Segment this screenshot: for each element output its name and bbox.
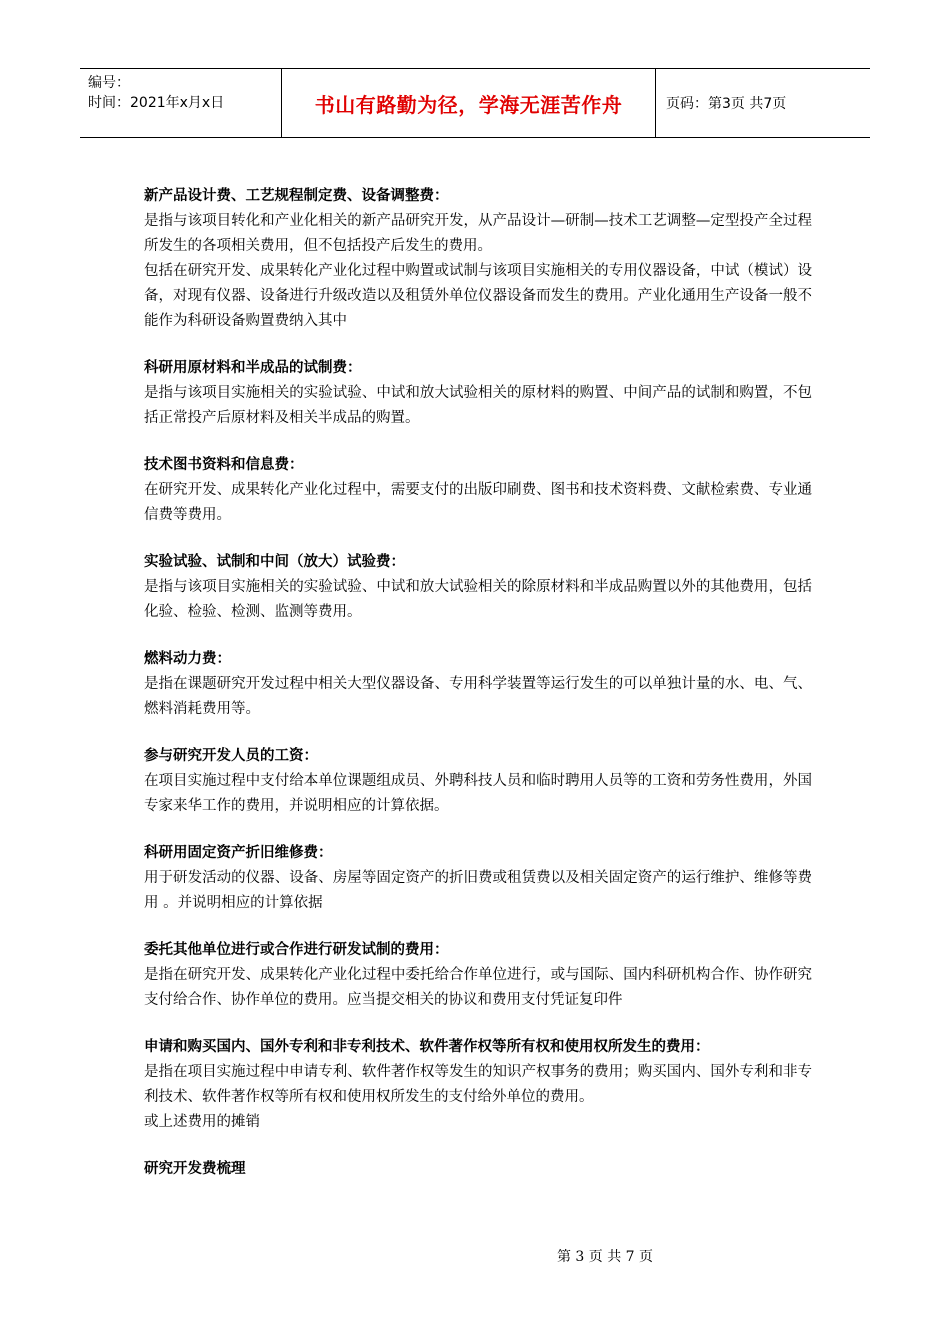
section-title: 参与研究开发人员的工资： [144,748,318,764]
document-number-label: 编号： [88,75,130,91]
section-fuel-power [144,647,812,722]
section-personnel-wages [144,744,812,819]
section-raw-materials [144,356,812,431]
section-title: 技术图书资料和信息费： [144,457,304,473]
section-paragraph: 在研究开发、成果转化产业化过程中，需要支付的出版印刷费、图书和技术资料费、文献检索费、专业通信费等费用。 [144,482,812,523]
section-rd-summary [144,1157,812,1182]
section-depreciation [144,841,812,916]
section-paragraph: 是指在研究开发、成果转化产业化过程中委托给合作单位进行，或与国际、国内科研机构合作、协作研究支付给合作、协作单位的费用。应当提交相关的协议和费用支付凭证复印件 [144,967,812,1008]
section-paragraph: 或上述费用的摊销 [144,1114,260,1130]
section-outsourced-research [144,938,812,1013]
page-footer: 第 3 页 共 7 页 [556,1249,654,1265]
section-paragraph: 在项目实施过程中支付给本单位课题组成员、外聘科技人员和临时聘用人员等的工资和劳务性费用，外国专家来华工作的费用，并说明相应的计算依据。 [144,773,812,814]
section-technical-books [144,453,812,528]
section-title: 科研用原材料和半成品的试制费： [144,360,362,376]
header-page-info: 页码：第3页 共7页 [666,96,787,112]
section-title: 研究开发费梳理 [144,1161,246,1177]
section-title: 燃料动力费： [144,651,231,667]
section-title: 科研用固定资产折旧维修费： [144,845,333,861]
section-title: 实验试验、试制和中间（放大）试验费： [144,554,405,570]
section-title: 申请和购买国内、国外专利和非专利技术、软件著作权等所有权和使用权所发生的费用： [144,1039,710,1055]
header-motto: 书山有路勤为径，学海无涯苦作舟 [282,69,656,137]
section-paragraph: 是指与该项目实施相关的实验试验、中试和放大试验相关的除原材料和半成品购置以外的其他费用，包括化验、检验、检测、监测等费用。 [144,579,812,620]
document-time-label: 时间：2021年x月x日 [88,95,225,111]
section-patents-software [144,1035,812,1135]
section-title: 新产品设计费、工艺规程制定费、设备调整费： [144,188,449,204]
document-body [144,184,812,1204]
header-meta-cell [80,69,282,137]
section-paragraph: 包括在研究开发、成果转化产业化过程中购置或试制与该项目实施相关的专用仪器设备，中试（模试）设备，对现有仪器、设备进行升级改造以及租赁外单位仪器设备而发生的费用。产业化通用生产设备一般不能作为科研设备购置费纳入其中 [144,263,812,329]
section-paragraph: 用于研发活动的仪器、设备、房屋等固定资产的折旧费或租赁费以及相关固定资产的运行维护、维修等费用 。并说明相应的计算依据 [144,870,812,911]
section-experiment-costs [144,550,812,625]
section-paragraph: 是指与该项目转化和产业化相关的新产品研究开发，从产品设计—研制—技术工艺调整—定型投产全过程所发生的各项相关费用，但不包括投产后发生的费用。 [144,213,812,254]
section-paragraph: 是指在课题研究开发过程中相关大型仪器设备、专用科学装置等运行发生的可以单独计量的水、电、气、燃料消耗费用等。 [144,676,812,717]
section-paragraph: 是指与该项目实施相关的实验试验、中试和放大试验相关的原材料的购置、中间产品的试制和购置，不包括正常投产后原材料及相关半成品的购置。 [144,385,812,426]
section-paragraph: 是指在项目实施过程中申请专利、软件著作权等发生的知识产权事务的费用；购买国内、国外专利和非专利技术、软件著作权等所有权和使用权所发生的支付给外单位的费用。 [144,1064,812,1105]
page-header [80,68,870,138]
section-new-product-design [144,184,812,334]
section-title: 委托其他单位进行或合作进行研发试制的费用： [144,942,449,958]
